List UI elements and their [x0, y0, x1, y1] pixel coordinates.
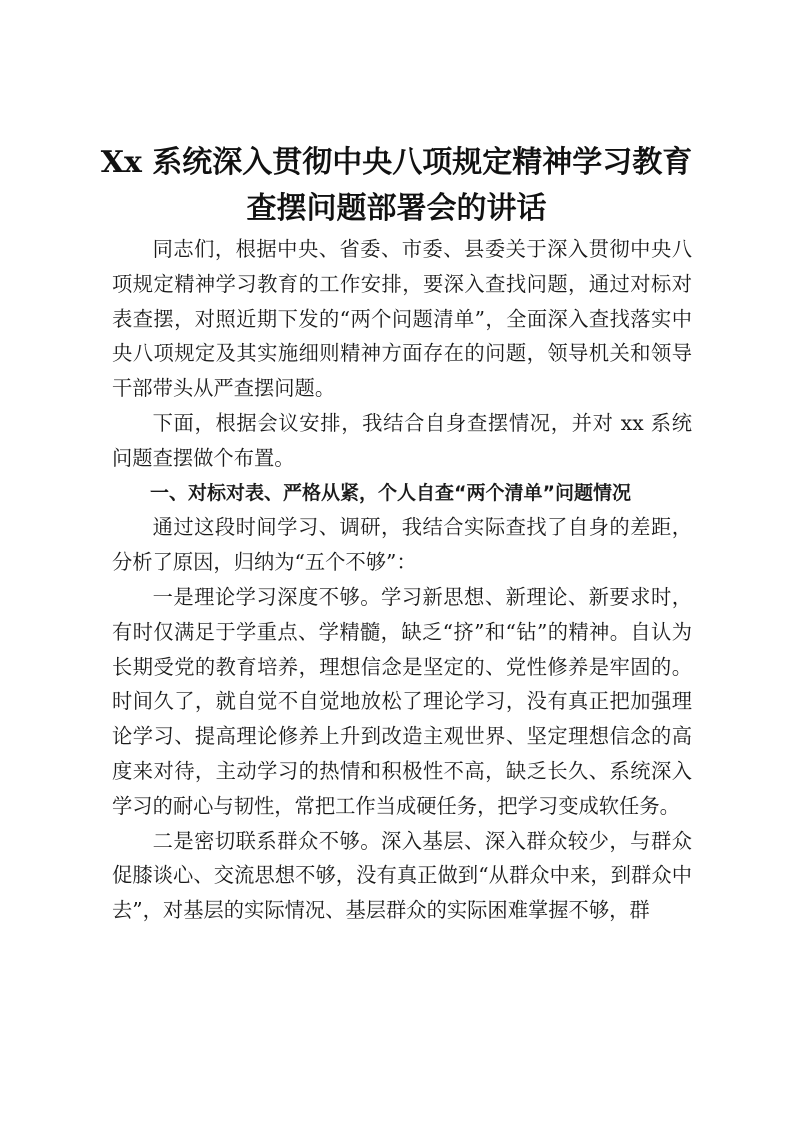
title-line-1: Xx 系统深入贯彻中央八项规定精神学习教育 [100, 145, 693, 180]
title-line-2: 查摆问题部署会的讲话 [246, 191, 547, 226]
document-body [112, 232, 692, 928]
paragraph-arrangement: 下面，根据会议安排，我结合自身查摆情况，并对 xx 系统问题查摆做个布置。 [112, 410, 692, 470]
paragraph-intro: 同志们，根据中央、省委、市委、县委关于深入贯彻中央八项规定精神学习教育的工作安排，要深入查找问题，通过对标对表查摆，对照近期下发的“两个问题清单”，全面深入查找落实中央八项规定及其实施细则精神方面存在的问题，领导机关和领导干部带头从严查摆问题。 [112, 237, 692, 401]
paragraph-point-1: 一是理论学习深度不够。学习新思想、新理论、新要求时，有时仅满足于学重点、学精髓，缺乏“挤”和“钻”的精神。自认为长期受党的教育培养，理想信念是坚定的、党性修养是牢固的。时间久了，就自觉不自觉地放松了理论学习，没有真正把加强理论学习、提高理论修养上升到改造主观世界、坚定理想信念的高度来对待，主动学习的热情和积极性不高，缺乏长久、系统深入学习的耐心与韧性，常把工作当成硬任务，把学习变成软任务。 [112, 584, 692, 818]
document-title [100, 140, 693, 232]
paragraph-summary: 通过这段时间学习、调研，我结合实际查找了自身的差距，分析了原因，归纳为“五个不够”： [112, 515, 692, 575]
section-heading-1: 一、对标对表、严格从紧，个人自查“两个清单”问题情况 [150, 481, 631, 504]
paragraph-point-2: 二是密切联系群众不够。深入基层、深入群众较少，与群众促膝谈心、交流思想不够，没有真正做到“从群众中来，到群众中去”，对基层的实际情况、基层群众的实际困难掌握不够，群 [112, 828, 692, 923]
